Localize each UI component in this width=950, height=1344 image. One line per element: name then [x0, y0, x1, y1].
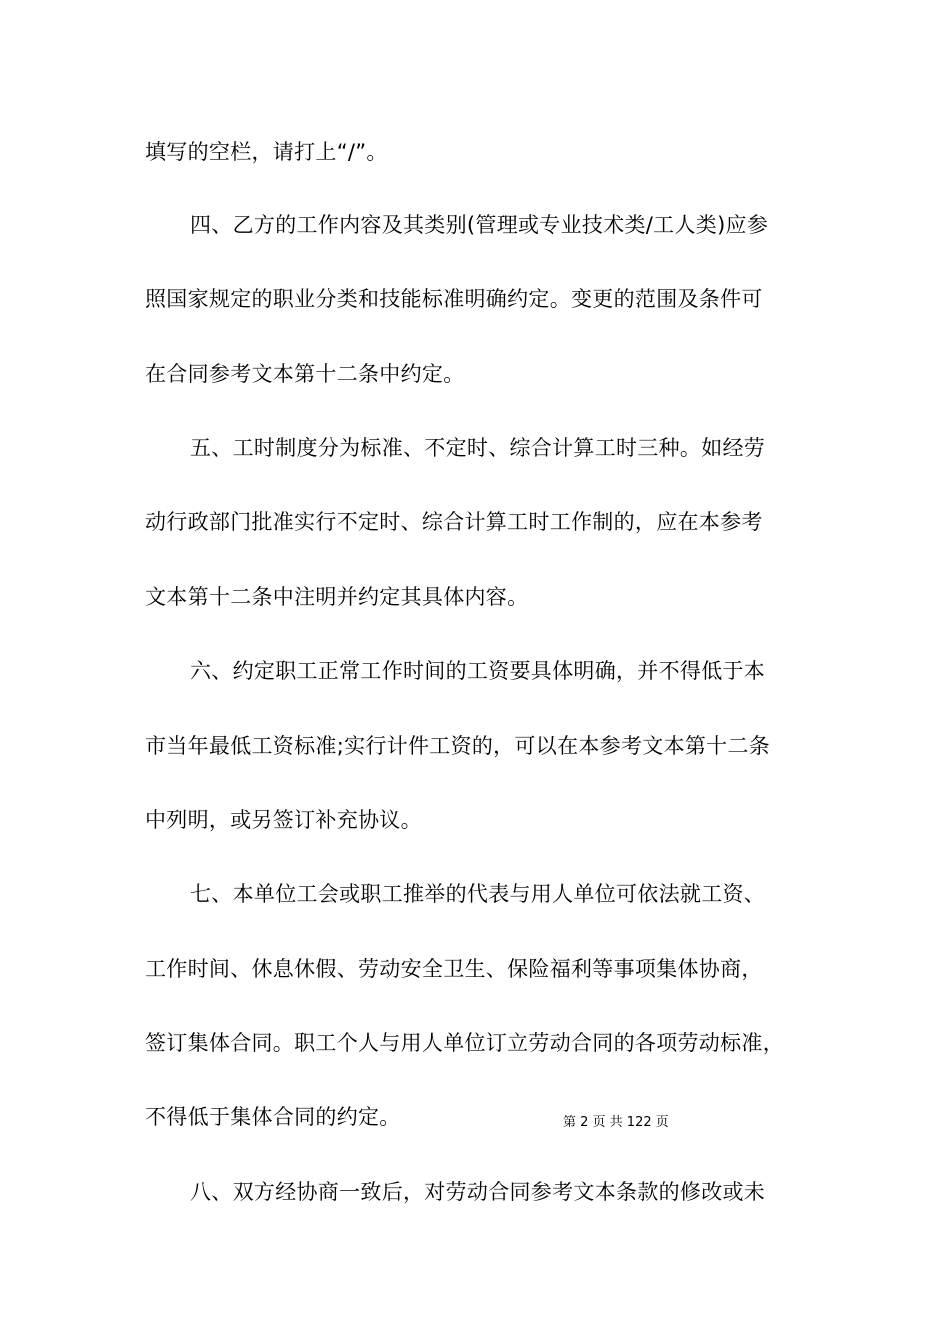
text-line: 在合同参考文本第十二条中约定。 [145, 362, 465, 386]
text-line: 照国家规定的职业分类和技能标准明确约定。变更的范围及条件可 [145, 287, 763, 311]
text-line: 六、约定职工正常工作时间的工资要具体明确，并不得低于本 [190, 659, 766, 683]
page-number: 第 2 页 共 122 页 [563, 1115, 669, 1130]
text-line: 文本第十二条中注明并约定其具体内容。 [145, 585, 529, 609]
text-line: 八、双方经协商一致后，对劳动合同参考文本条款的修改或未 [190, 1180, 766, 1204]
text-line: 七、本单位工会或职工推举的代表与用人单位可依法就工资、 [190, 882, 766, 906]
text-line: 市当年最低工资标准;实行计件工资的，可以在本参考文本第十二条 [145, 734, 771, 758]
text-line: 四、乙方的工作内容及其类别(管理或专业技术类/工人类)应参 [190, 213, 769, 237]
text-line: 签订集体合同。职工个人与用人单位订立劳动合同的各项劳动标准， [145, 1031, 784, 1055]
text-line: 工作时间、休息休假、劳动安全卫生、保险福利等事项集体协商， [145, 957, 763, 981]
text-line: 动行政部门批准实行不定时、综合计算工时工作制的，应在本参考 [145, 510, 763, 534]
text-line: 填写的空栏，请打上“/”。 [145, 140, 388, 164]
text-line: 不得低于集体合同的约定。 [145, 1105, 401, 1129]
text-line: 五、工时制度分为标准、不定时、综合计算工时三种。如经劳 [190, 436, 766, 460]
text-line: 中列明，或另签订补充协议。 [145, 808, 422, 832]
